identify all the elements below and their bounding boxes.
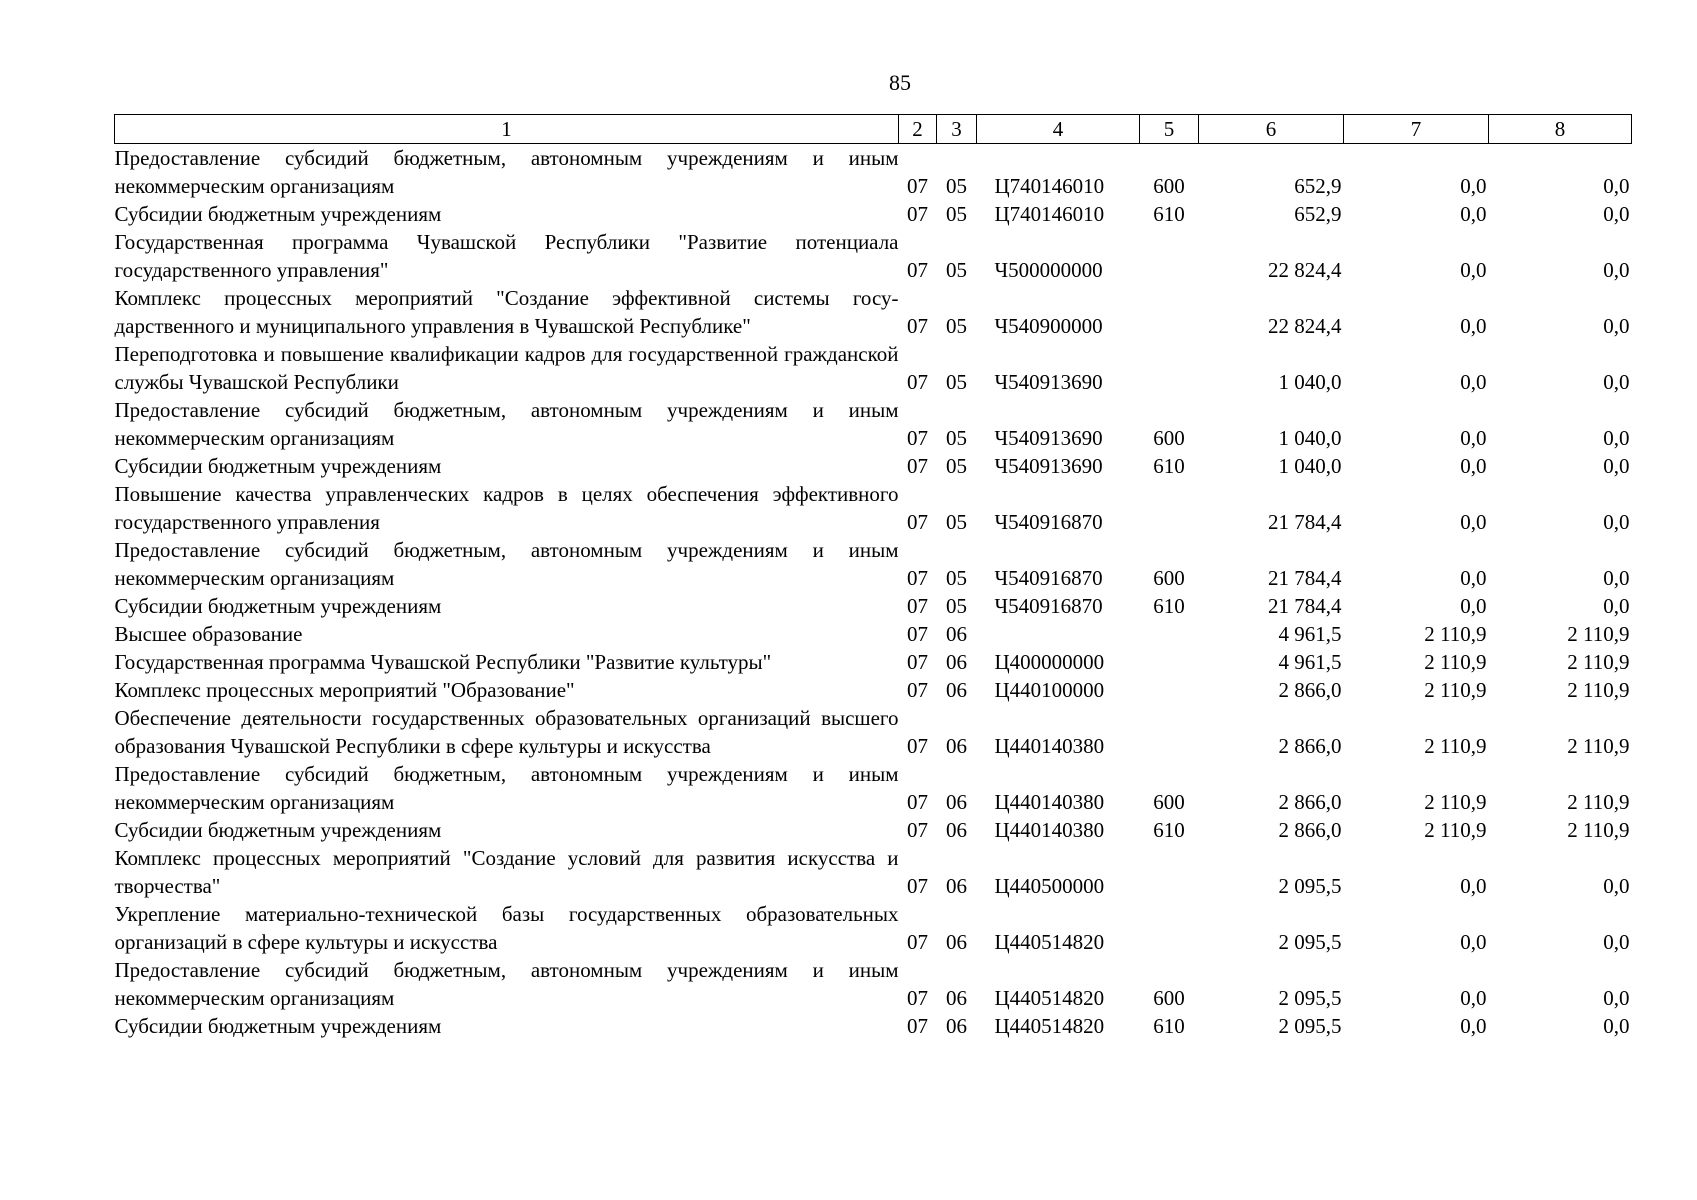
row-amount-year-2: 0,0 (1460, 1014, 1487, 1038)
row-subsection: 05 (946, 426, 967, 450)
row-target-article: Ц440514820 (994, 930, 1105, 954)
row-name: Обеспечение деятельности государственных образовательных организаций высшего образования Чувашской Республики в сфере культуры и искусства (114, 706, 899, 758)
row-amount-year-1: 2 866,0 (1278, 678, 1342, 702)
row-subsection: 06 (946, 986, 967, 1010)
row-expense-type (1140, 676, 1199, 704)
table-row (115, 200, 1632, 228)
table-row (115, 228, 1632, 284)
row-amount-year-1: 21 784,4 (1268, 566, 1342, 590)
row-amount-year-2: 0,0 (1460, 510, 1487, 534)
budget-table (114, 114, 1632, 1040)
row-expense-type: 610 (1153, 202, 1185, 226)
row-amount-year-1: 2 866,0 (1278, 790, 1342, 814)
header-col-3: 3 (937, 115, 977, 144)
row-amount-year-2: 0,0 (1460, 426, 1487, 450)
row-expense-type (1140, 648, 1199, 676)
row-amount-year-1: 4 961,5 (1278, 650, 1342, 674)
row-expense-type (1140, 480, 1199, 536)
row-section: 07 (907, 258, 928, 282)
row-expense-type (1140, 844, 1199, 900)
row-name: Переподготовка и повышение квалификации кадров для государственной гражданской службы Чувашской Республики (114, 342, 899, 394)
row-name: Высшее образование (114, 622, 303, 646)
row-amount-year-3: 0,0 (1603, 930, 1630, 954)
row-amount-year-1: 21 784,4 (1268, 510, 1342, 534)
row-amount-year-3: 0,0 (1603, 510, 1630, 534)
table-row (115, 592, 1632, 620)
row-amount-year-1: 1 040,0 (1278, 426, 1342, 450)
header-col-5: 5 (1140, 115, 1199, 144)
row-amount-year-3: 0,0 (1603, 426, 1630, 450)
row-target-article: Ч500000000 (994, 258, 1103, 282)
table-row (115, 144, 1632, 201)
row-amount-year-3: 0,0 (1603, 258, 1630, 282)
row-subsection: 06 (946, 734, 967, 758)
row-amount-year-3: 2 110,9 (1567, 650, 1630, 674)
row-expense-type (1140, 228, 1199, 284)
row-target-article: Ц740146010 (994, 174, 1105, 198)
row-target-article: Ц400000000 (994, 650, 1105, 674)
table-row (115, 396, 1632, 452)
row-amount-year-1: 2 095,5 (1278, 930, 1342, 954)
row-amount-year-3: 0,0 (1603, 174, 1630, 198)
row-expense-type: 610 (1153, 818, 1185, 842)
row-section: 07 (907, 566, 928, 590)
row-expense-type: 600 (1153, 174, 1185, 198)
row-amount-year-3: 2 110,9 (1567, 790, 1630, 814)
row-amount-year-3: 0,0 (1603, 594, 1630, 618)
row-amount-year-3: 0,0 (1603, 986, 1630, 1010)
header-col-8: 8 (1489, 115, 1632, 144)
row-amount-year-3: 0,0 (1603, 314, 1630, 338)
table-row (115, 536, 1632, 592)
row-subsection: 05 (946, 314, 967, 338)
row-name: Субсидии бюджетным учреждениям (114, 454, 442, 478)
row-subsection: 06 (946, 622, 967, 646)
row-target-article: Ч540913690 (994, 426, 1103, 450)
table-row (115, 648, 1632, 676)
row-target-article: Ц440140380 (994, 790, 1105, 814)
row-name: Предоставление субсидий бюджетным, автономным учреждениям и иным некоммерческим организациям (114, 762, 899, 814)
row-expense-type (1140, 900, 1199, 956)
row-subsection: 05 (946, 258, 967, 282)
row-expense-type (1140, 704, 1199, 760)
row-name: Повышение качества управленческих кадров в целях обеспечения эффективного государственного управления (114, 482, 899, 534)
row-amount-year-3: 2 110,9 (1567, 734, 1630, 758)
row-target-article: Ц740146010 (994, 202, 1105, 226)
row-subsection: 05 (946, 454, 967, 478)
row-target-article: Ч540916870 (994, 510, 1103, 534)
row-expense-type: 610 (1153, 454, 1185, 478)
row-amount-year-1: 21 784,4 (1268, 594, 1342, 618)
row-name: Комплекс процессных мероприятий "Создание условий для развития искусства и творчества" (114, 846, 899, 898)
row-target-article: Ц440514820 (994, 1014, 1105, 1038)
row-section: 07 (907, 790, 928, 814)
row-amount-year-2: 0,0 (1460, 454, 1487, 478)
row-amount-year-3: 0,0 (1603, 454, 1630, 478)
row-target-article: Ц440100000 (994, 678, 1105, 702)
row-section: 07 (907, 622, 928, 646)
row-amount-year-1: 2 866,0 (1278, 734, 1342, 758)
row-section: 07 (907, 650, 928, 674)
row-name: Укрепление материально-технической базы государственных образовательных организаций в сфере культуры и искусства (114, 902, 899, 954)
table-row (115, 676, 1632, 704)
table-row (115, 844, 1632, 900)
header-col-7: 7 (1344, 115, 1489, 144)
row-subsection: 05 (946, 510, 967, 534)
table-row (115, 1012, 1632, 1040)
row-amount-year-2: 0,0 (1460, 566, 1487, 590)
row-subsection: 06 (946, 1014, 967, 1038)
table-row (115, 816, 1632, 844)
row-subsection: 05 (946, 174, 967, 198)
row-expense-type: 600 (1153, 566, 1185, 590)
header-col-1: 1 (115, 115, 899, 144)
row-amount-year-2: 0,0 (1460, 594, 1487, 618)
table-row (115, 620, 1632, 648)
row-amount-year-2: 2 110,9 (1424, 678, 1487, 702)
row-target-article: Ц440140380 (994, 818, 1105, 842)
row-section: 07 (907, 678, 928, 702)
row-subsection: 06 (946, 874, 967, 898)
row-target-article: Ч540913690 (994, 370, 1103, 394)
row-amount-year-3: 0,0 (1603, 370, 1630, 394)
row-amount-year-2: 2 110,9 (1424, 818, 1487, 842)
row-section: 07 (907, 818, 928, 842)
row-section: 07 (907, 454, 928, 478)
row-amount-year-2: 0,0 (1460, 930, 1487, 954)
row-name: Предоставление субсидий бюджетным, автономным учреждениям и иным некоммерческим организациям (114, 398, 899, 450)
row-section: 07 (907, 874, 928, 898)
row-name: Предоставление субсидий бюджетным, автономным учреждениям и иным некоммерческим организациям (114, 146, 899, 198)
row-amount-year-3: 0,0 (1603, 566, 1630, 590)
row-name: Субсидии бюджетным учреждениям (114, 594, 442, 618)
header-col-6: 6 (1199, 115, 1344, 144)
row-section: 07 (907, 986, 928, 1010)
row-subsection: 06 (946, 930, 967, 954)
row-name: Государственная программа Чувашской Республики "Развитие потенциала государственного управления" (114, 230, 899, 282)
row-section: 07 (907, 510, 928, 534)
row-subsection: 06 (946, 790, 967, 814)
row-amount-year-3: 0,0 (1603, 874, 1630, 898)
row-section: 07 (907, 314, 928, 338)
row-amount-year-3: 2 110,9 (1567, 678, 1630, 702)
row-target-article: Ч540913690 (994, 454, 1103, 478)
row-target-article: Ц440500000 (994, 874, 1105, 898)
header-col-4: 4 (977, 115, 1140, 144)
row-section: 07 (907, 734, 928, 758)
row-subsection: 05 (946, 202, 967, 226)
row-target-article: Ц440140380 (994, 734, 1105, 758)
row-target-article: Ц440514820 (994, 986, 1105, 1010)
row-section: 07 (907, 1014, 928, 1038)
row-amount-year-2: 0,0 (1460, 874, 1487, 898)
row-amount-year-1: 652,9 (1294, 202, 1342, 226)
row-name: Предоставление субсидий бюджетным, автономным учреждениям и иным некоммерческим организациям (114, 538, 899, 590)
row-expense-type: 600 (1153, 426, 1185, 450)
row-amount-year-3: 2 110,9 (1567, 818, 1630, 842)
row-amount-year-1: 2 095,5 (1278, 874, 1342, 898)
header-row (115, 115, 1632, 144)
row-amount-year-1: 2 095,5 (1278, 986, 1342, 1010)
table-row (115, 760, 1632, 816)
row-amount-year-2: 0,0 (1460, 174, 1487, 198)
row-name: Субсидии бюджетным учреждениям (114, 1014, 442, 1038)
row-amount-year-3: 2 110,9 (1567, 622, 1630, 646)
table-row (115, 704, 1632, 760)
row-section: 07 (907, 594, 928, 618)
row-subsection: 06 (946, 678, 967, 702)
row-name: Предоставление субсидий бюджетным, автономным учреждениям и иным некоммерческим организациям (114, 958, 899, 1010)
row-subsection: 05 (946, 370, 967, 394)
table-row (115, 900, 1632, 956)
row-amount-year-1: 22 824,4 (1268, 258, 1342, 282)
row-amount-year-1: 22 824,4 (1268, 314, 1342, 338)
row-amount-year-1: 652,9 (1294, 174, 1342, 198)
row-subsection: 06 (946, 818, 967, 842)
table-row (115, 956, 1632, 1012)
row-target-article (977, 620, 1140, 648)
row-amount-year-1: 1 040,0 (1278, 454, 1342, 478)
row-name: Комплекс процессных мероприятий "Создание эффективной системы государственного и муниципального управления в Чувашской Республике" (114, 286, 899, 338)
row-amount-year-1: 4 961,5 (1278, 622, 1342, 646)
row-section: 07 (907, 370, 928, 394)
table-row (115, 340, 1632, 396)
row-amount-year-1: 2 095,5 (1278, 1014, 1342, 1038)
row-target-article: Ч540916870 (994, 594, 1103, 618)
row-section: 07 (907, 202, 928, 226)
row-expense-type: 610 (1153, 594, 1185, 618)
row-subsection: 05 (946, 594, 967, 618)
row-expense-type: 600 (1153, 986, 1185, 1010)
row-amount-year-1: 1 040,0 (1278, 370, 1342, 394)
row-amount-year-2: 2 110,9 (1424, 622, 1487, 646)
row-section: 07 (907, 426, 928, 450)
header-col-2: 2 (899, 115, 937, 144)
row-amount-year-2: 2 110,9 (1424, 650, 1487, 674)
row-amount-year-3: 0,0 (1603, 1014, 1630, 1038)
row-expense-type: 600 (1153, 790, 1185, 814)
row-target-article: Ч540900000 (994, 314, 1103, 338)
row-name: Государственная программа Чувашской Республики "Развитие культуры" (114, 650, 772, 674)
row-expense-type: 610 (1153, 1014, 1185, 1038)
row-section: 07 (907, 930, 928, 954)
row-subsection: 06 (946, 650, 967, 674)
row-amount-year-2: 0,0 (1460, 258, 1487, 282)
table-row (115, 480, 1632, 536)
row-amount-year-2: 0,0 (1460, 986, 1487, 1010)
page-number: 85 (889, 70, 911, 95)
table-row (115, 452, 1632, 480)
row-amount-year-2: 0,0 (1460, 314, 1487, 338)
table-row (115, 284, 1632, 340)
row-amount-year-1: 2 866,0 (1278, 818, 1342, 842)
row-expense-type (1140, 620, 1199, 648)
row-expense-type (1140, 340, 1199, 396)
row-target-article: Ч540916870 (994, 566, 1103, 590)
row-name: Комплекс процессных мероприятий "Образование" (114, 678, 575, 702)
row-amount-year-2: 0,0 (1460, 370, 1487, 394)
row-amount-year-2: 2 110,9 (1424, 734, 1487, 758)
row-amount-year-3: 0,0 (1603, 202, 1630, 226)
row-subsection: 05 (946, 566, 967, 590)
row-amount-year-2: 0,0 (1460, 202, 1487, 226)
row-name: Субсидии бюджетным учреждениям (114, 202, 442, 226)
row-name: Субсидии бюджетным учреждениям (114, 818, 442, 842)
row-section: 07 (907, 174, 928, 198)
row-amount-year-2: 2 110,9 (1424, 790, 1487, 814)
row-expense-type (1140, 284, 1199, 340)
